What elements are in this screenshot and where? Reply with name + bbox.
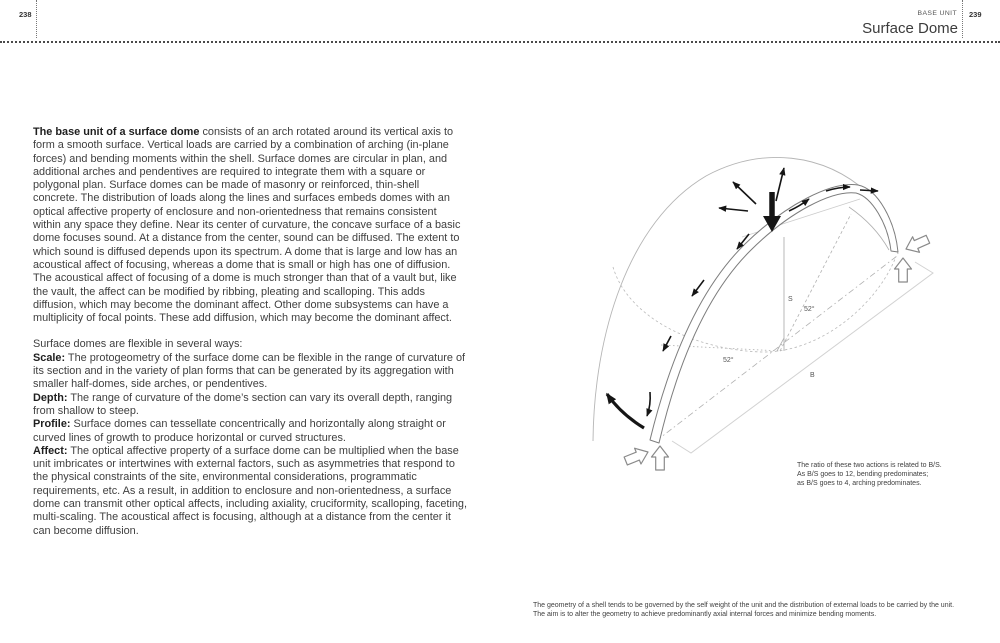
span-line-b (656, 256, 897, 441)
item-scale-text: The protogeometry of the surface dome can be flexible in the range of curvature of its section and in the variety of plan forms that can be generated by its aggregation with smaller half-domes, side arches, or pendentives. (33, 351, 466, 391)
diagram-caption (797, 461, 972, 489)
thrust-arrow-3 (663, 336, 671, 351)
page-number-left: 238 (19, 10, 32, 19)
page-number-right: 239 (969, 10, 982, 19)
item-affect-label: Affect: (33, 444, 68, 457)
item-profile-label: Profile: (33, 418, 71, 431)
force-arrows (607, 168, 878, 428)
item-scale-label: Scale: (33, 351, 66, 364)
radial-arrow-up-left (733, 182, 756, 204)
footer-caption-line-1: The geometry of a shell tends to be governed by the self weight of the unit and the distribution of external loads to be carried by the unit. (533, 602, 955, 609)
meridian-curved-arrow (607, 394, 644, 428)
flexibility-intro: Surface domes are flexible in several ways: (33, 338, 243, 351)
reaction-arrow-left-up (652, 446, 669, 470)
label-b: B (810, 372, 815, 379)
diagram-caption-line-1: The ratio of these two actions is related to B/S. (797, 462, 942, 469)
footer-caption (533, 601, 973, 619)
dimension-labels (723, 296, 815, 379)
tangent-arrow-3 (860, 190, 878, 191)
base-circle-dashed (613, 259, 895, 352)
label-s: S (788, 296, 793, 303)
item-profile-text: Surface domes can tessellate concentrically and horizontally along straight or curved lines of growth to produce horizontal or curved structures. (33, 418, 446, 444)
diagram-caption-line-3: as B/S goes to 4, arching predominates. (797, 480, 922, 488)
intro-bold-leadin: The base unit of a surface dome (33, 126, 200, 138)
page-title: Surface Dome (862, 20, 958, 37)
reaction-arrow-right-up (895, 258, 912, 282)
angle-line-steep (780, 214, 851, 351)
item-affect-text: The optical affective property of a surface dome can be multiplied when the base unit imbricates or intertwines with external factors, such as asymmetries that respond to the physical constraints of the site, environmental considerations, programmatic requirements, etc. As a result, in addition to enclosure and non-orientedness, a surface dome can transmit other optical affects, including axiality, cruciformity, scalloping, faceting, multi-scaling. The acoustical affect is focusing, although at a distance from the center it can become diffusion. (33, 444, 468, 537)
item-depth-label: Depth: (33, 391, 68, 404)
intro-body: consists of an arch rotated around its vertical axis to form a smooth surface. Vertical loads are carried by a combination of arching (in-plane forces) and bending moments within the shell. Surface domes are circular in plan, and additional arches and pendentives are required to integrate them with a square or polygonal plan. Surface domes can be made of masonry or reinforced, thin-shell concrete. The distribution of loads along the lines and surfaces embeds domes with an optical affective property of enclosure and non-orientedness that remains consistent within any space they define. Near its center of curvature, the concave surface of a basic dome focuses sound. At a distance from the center, sound can be diffused. The extent to which sound is diffused depends upon its spectrum. A dome that is large and low has an acoustical affect of focusing, whereas a dome that is small or high has one of diffusion. The acoustical affect of focusing of a dome is much stronger than that of a vault but, like the vault, the affect can be modified by ribbing, pleating and scalloping. This adds diffusion, which may become the dominant affect. Other dome subsystems can have a multiplicity of focal points. These add diffusion, which may become the dominant affect. (33, 126, 461, 325)
reaction-arrow-right-diagonal (903, 231, 932, 256)
section-label: BASE UNIT (917, 10, 957, 17)
dome-silhouette (593, 157, 898, 441)
thrust-arrow-4 (647, 392, 650, 416)
label-angle-bottom: 52° (723, 357, 734, 364)
radial-arrow-up (776, 168, 784, 201)
footer-caption-line-2: The aim is to alter the geometry to achieve predominantly axial internal forces and minimize bending moments. (533, 611, 877, 619)
thrust-arrow-2 (692, 280, 704, 296)
item-depth-text: The range of curvature of the dome’s section can vary its overall depth, ranging from shallow to steep. (33, 391, 453, 417)
radial-arrow-left (719, 208, 748, 211)
diagram-caption-line-2: As B/S goes to 12, bending predominates; (797, 471, 929, 479)
reaction-arrow-left-diagonal (623, 444, 652, 469)
label-angle-top: 52° (804, 306, 815, 313)
